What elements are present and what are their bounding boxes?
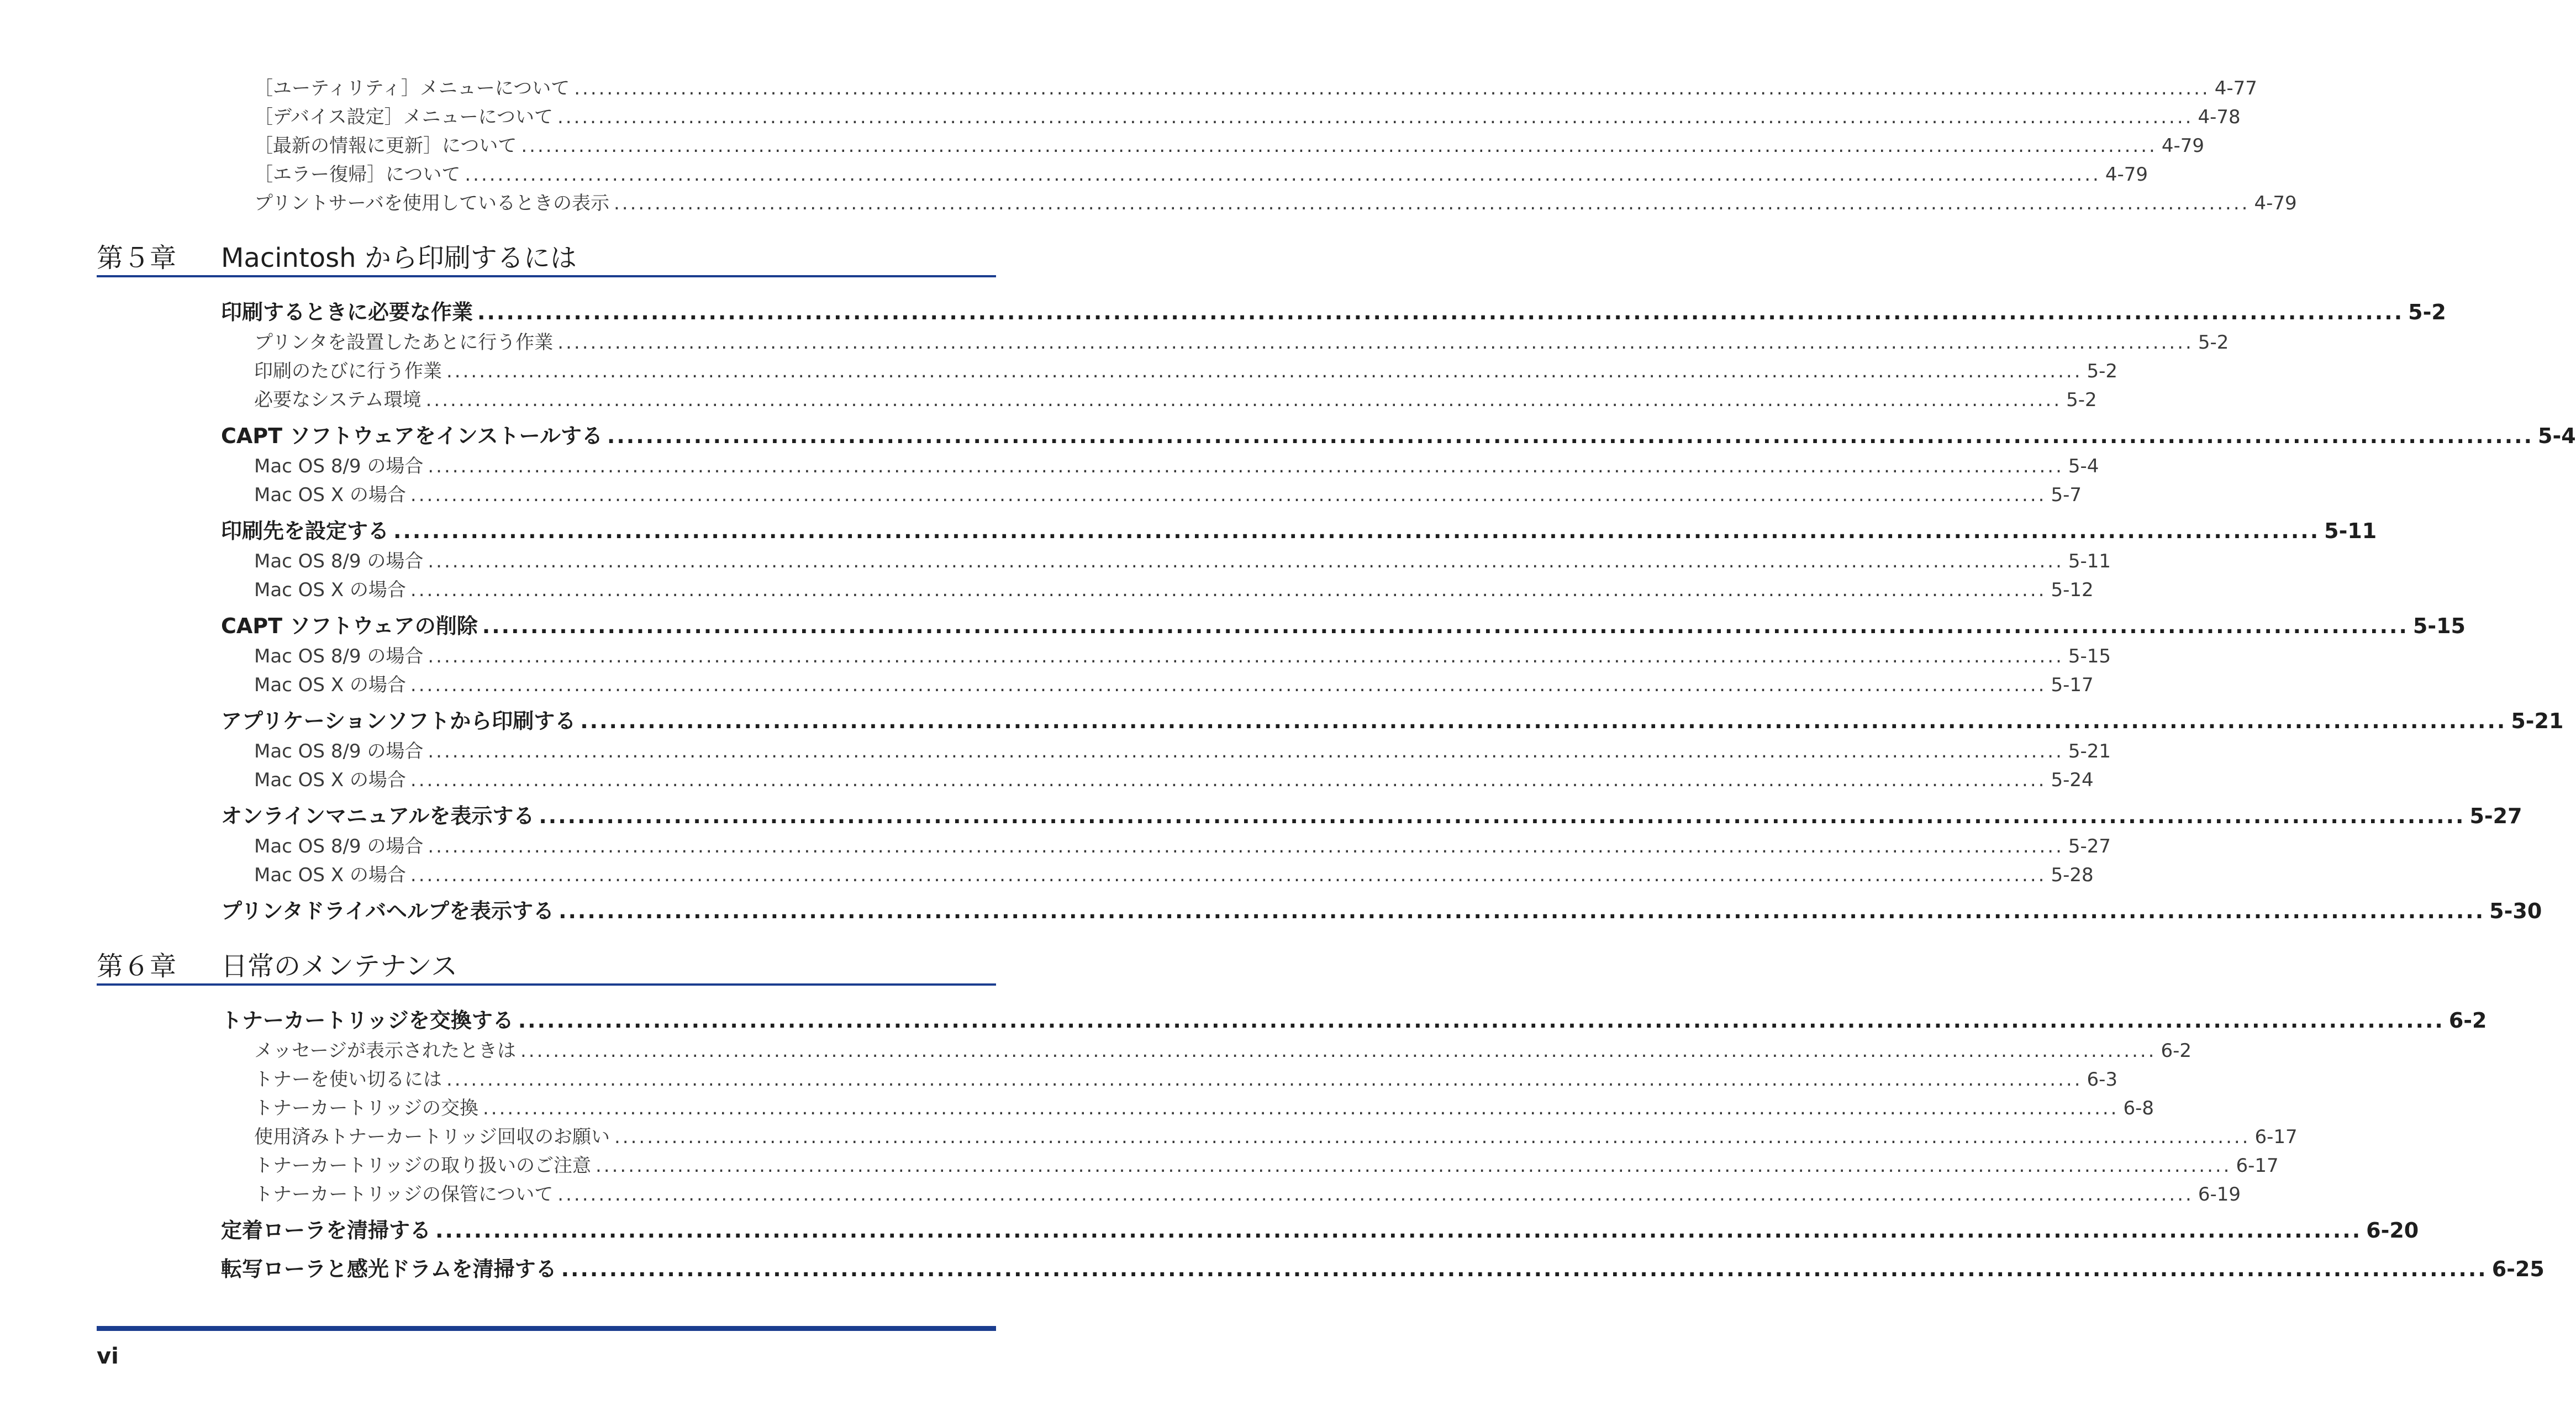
toc-section[interactable] [221, 609, 2466, 639]
toc-entry[interactable] [254, 102, 2241, 129]
dot-leader: ........................................................................................................................................................................................................ [607, 424, 2533, 448]
dot-leader: ........................................................................................................................................................................................................ [446, 1069, 2083, 1091]
dot-leader: ........................................................................................................................................................................................................ [613, 192, 2250, 214]
dot-leader: ........................................................................................................................................................................................................ [425, 389, 2062, 411]
dot-leader: ........................................................................................................................................................................................................ [410, 484, 2047, 506]
dot-leader: ........................................................................................................................................................................................................ [539, 804, 2466, 828]
chapter-rule [97, 983, 996, 986]
toc-entry-page: 5-11 [2068, 550, 2111, 572]
toc-section-page: 5-21 [2511, 709, 2564, 733]
toc-entry-page: 6-17 [2236, 1155, 2279, 1177]
toc-section-page: 5-30 [2489, 899, 2542, 923]
toc-entry[interactable] [254, 1122, 2298, 1149]
dot-leader: ........................................................................................................................................................................................................ [557, 1183, 2194, 1206]
toc-section-title: 印刷先を設定する [221, 519, 389, 543]
toc-entry[interactable] [254, 1035, 2192, 1062]
toc-entry[interactable] [254, 546, 2111, 573]
dot-leader: ........................................................................................................................................................................................................ [393, 519, 2320, 543]
toc-entry-page: 5-2 [2087, 360, 2118, 382]
toc-section-title: トナーカートリッジを交換する [221, 1008, 514, 1033]
toc-entry-title: Mac OS X の場合 [254, 484, 406, 506]
toc-section-page: 5-4 [2538, 424, 2576, 448]
toc-entry-title: Mac OS X の場合 [254, 674, 406, 696]
toc-section[interactable] [221, 514, 2377, 544]
toc-entry[interactable] [254, 765, 2094, 792]
toc-entry[interactable] [254, 451, 2099, 478]
toc-entry[interactable] [254, 1093, 2154, 1120]
dot-leader: ........................................................................................................................................................................................................ [428, 455, 2064, 477]
dot-leader: ........................................................................................................................................................................................................ [482, 1097, 2119, 1119]
chapter-title: 日常のメンテナンス [221, 951, 458, 982]
toc-entry-page: 6-3 [2087, 1069, 2118, 1091]
toc-entry[interactable] [254, 1150, 2279, 1177]
dot-leader: ........................................................................................................................................................................................................ [559, 899, 2485, 923]
dot-leader: ........................................................................................................................................................................................................ [410, 579, 2047, 601]
dot-leader: ........................................................................................................................................................................................................ [428, 550, 2064, 572]
toc-section[interactable] [221, 894, 2542, 924]
dot-leader: ........................................................................................................................................................................................................ [518, 1008, 2445, 1033]
chapter-label: 第５章 [97, 243, 177, 273]
toc-section-title: オンラインマニュアルを表示する [221, 804, 535, 828]
dot-leader: ........................................................................................................................................................................................................ [557, 331, 2194, 354]
toc-entry[interactable] [254, 575, 2094, 602]
toc-entry[interactable] [254, 159, 2148, 186]
dot-leader: ........................................................................................................................................................................................................ [410, 864, 2047, 886]
toc-entry-page: 6-19 [2198, 1183, 2241, 1206]
dot-leader: ........................................................................................................................................................................................................ [477, 300, 2404, 324]
toc-entry-page: 5-4 [2068, 455, 2099, 477]
toc-section-page: 6-20 [2366, 1218, 2419, 1243]
toc-entry-title: 必要なシステム環境 [254, 389, 422, 411]
dot-leader: ........................................................................................................................................................................................................ [561, 1257, 2488, 1281]
toc-entry-page: 5-7 [2051, 484, 2082, 506]
toc-entry[interactable] [254, 327, 2229, 354]
toc-entry[interactable] [254, 860, 2094, 887]
dot-leader: ........................................................................................................................................................................................................ [428, 740, 2064, 762]
toc-entry-title: Mac OS X の場合 [254, 864, 406, 886]
chapter-label: 第６章 [97, 951, 177, 982]
toc-section-page: 6-25 [2491, 1257, 2545, 1281]
toc-entry-title: トナーを使い切るには [254, 1069, 442, 1091]
toc-entry-title: Mac OS X の場合 [254, 769, 406, 791]
toc-entry-title: トナーカートリッジの取り扱いのご注意 [254, 1155, 591, 1177]
dot-leader: ........................................................................................................................................................................................................ [614, 1126, 2251, 1148]
toc-entry-page: 5-15 [2068, 645, 2111, 667]
dot-leader: ........................................................................................................................................................................................................ [595, 1155, 2232, 1177]
toc-section-title: CAPT ソフトウェアの削除 [221, 614, 478, 638]
toc-entry-page: 6-8 [2123, 1097, 2154, 1119]
toc-entry-title: 印刷のたびに行う作業 [254, 360, 442, 382]
toc-section-title: 転写ローラと感光ドラムを清掃する [221, 1257, 557, 1281]
dot-leader: ........................................................................................................................................................................................................ [446, 360, 2083, 382]
toc-entry-page: 5-21 [2068, 740, 2111, 762]
toc-entry-page: 4-77 [2214, 77, 2257, 99]
toc-entry-title: トナーカートリッジの保管について [254, 1183, 554, 1206]
dot-leader: ........................................................................................................................................................................................................ [482, 614, 2409, 638]
toc-section-title: 印刷するときに必要な作業 [221, 300, 473, 324]
toc-entry-title: プリントサーバを使用しているときの表示 [254, 192, 609, 214]
dot-leader: ........................................................................................................................................................................................................ [428, 835, 2064, 857]
toc-section[interactable] [221, 1213, 2419, 1244]
dot-leader: ........................................................................................................................................................................................................ [435, 1218, 2362, 1243]
dot-leader: ........................................................................................................................................................................................................ [557, 106, 2194, 128]
dot-leader: ........................................................................................................................................................................................................ [574, 77, 2210, 99]
toc-section-page: 5-2 [2408, 300, 2446, 324]
toc-entry-title: 使用済みトナーカートリッジ回収のお願い [254, 1126, 610, 1148]
toc-section-page: 5-27 [2469, 804, 2522, 828]
page-number: vi [97, 1344, 119, 1369]
toc-entry-title: Mac OS 8/9 の場合 [254, 455, 424, 477]
dot-leader: ........................................................................................................................................................................................................ [520, 1040, 2157, 1062]
dot-leader: ........................................................................................................................................................................................................ [410, 674, 2047, 696]
toc-entry-page: 5-17 [2051, 674, 2094, 696]
toc-entry[interactable] [254, 130, 2205, 157]
toc-entry-page: 5-28 [2051, 864, 2094, 886]
toc-section-title: 定着ローラを清掃する [221, 1218, 431, 1243]
toc-entry-page: 4-78 [2198, 106, 2241, 128]
toc-entry-page: 5-2 [2066, 389, 2097, 411]
toc-entry-title: トナーカートリッジの交換 [254, 1097, 478, 1119]
toc-entry-page: 5-12 [2051, 579, 2094, 601]
toc-section[interactable] [221, 704, 2564, 734]
toc-section[interactable] [221, 1252, 2545, 1282]
toc-section-title: プリンタドライバヘルプを表示する [221, 899, 555, 923]
toc-section-title: アプリケーションソフトから印刷する [221, 709, 576, 733]
toc-entry-title: Mac OS 8/9 の場合 [254, 550, 424, 572]
toc-entry-page: 4-79 [2254, 192, 2297, 214]
toc-entry-title: Mac OS 8/9 の場合 [254, 835, 424, 857]
chapter-rule [97, 275, 996, 277]
toc-entry-title: Mac OS 8/9 の場合 [254, 740, 424, 762]
toc-entry-page: 5-27 [2068, 835, 2111, 857]
toc-entry[interactable] [254, 73, 2257, 100]
dot-leader: ........................................................................................................................................................................................................ [521, 135, 2157, 157]
toc-entry-page: 5-2 [2198, 331, 2229, 354]
toc-entry-title: ［エラー復帰］について [254, 164, 461, 186]
toc-entry[interactable] [254, 1064, 2118, 1091]
toc-entry-title: メッセージが表示されたときは [254, 1040, 516, 1062]
toc-section-page: 5-15 [2412, 614, 2466, 638]
toc-entry[interactable] [254, 356, 2118, 383]
toc-entry[interactable] [254, 736, 2111, 763]
toc-section[interactable] [221, 419, 2576, 449]
toc-entry-page: 6-2 [2161, 1040, 2192, 1062]
toc-entry[interactable] [254, 831, 2111, 858]
toc-entry-title: Mac OS 8/9 の場合 [254, 645, 424, 667]
dot-leader: ........................................................................................................................................................................................................ [580, 709, 2507, 733]
toc-entry[interactable] [254, 385, 2097, 412]
toc-entry[interactable] [254, 480, 2082, 507]
dot-leader: ........................................................................................................................................................................................................ [410, 769, 2047, 791]
toc-entry[interactable] [254, 188, 2297, 215]
toc-section-page: 5-11 [2324, 519, 2377, 543]
toc-entry[interactable] [254, 641, 2111, 668]
toc-entry-title: ［ユーティリティ］メニューについて [254, 77, 570, 99]
toc-section[interactable] [221, 1003, 2487, 1034]
toc-entry-page: 6-17 [2254, 1126, 2298, 1148]
footer-rule [97, 1326, 996, 1331]
toc-section[interactable] [221, 799, 2522, 829]
toc-section-title: CAPT ソフトウェアをインストールする [221, 424, 603, 448]
toc-section[interactable] [221, 295, 2446, 325]
toc-entry-title: プリンタを設置したあとに行う作業 [254, 331, 554, 354]
toc-entry-title: ［デバイス設定］メニューについて [254, 106, 553, 128]
toc-section-page: 6-2 [2448, 1008, 2487, 1033]
dot-leader: ........................................................................................................................................................................................................ [465, 164, 2101, 186]
toc-entry-title: ［最新の情報に更新］について [254, 135, 517, 157]
dot-leader: ........................................................................................................................................................................................................ [428, 645, 2064, 667]
chapter-title: Macintosh から印刷するには [221, 243, 577, 273]
toc-entry[interactable] [254, 1179, 2241, 1206]
toc-entry-page: 5-24 [2051, 769, 2094, 791]
toc-entry-title: Mac OS X の場合 [254, 579, 406, 601]
toc-entry-page: 4-79 [2105, 164, 2148, 186]
toc-entry-page: 4-79 [2161, 135, 2205, 157]
toc-entry[interactable] [254, 670, 2094, 697]
